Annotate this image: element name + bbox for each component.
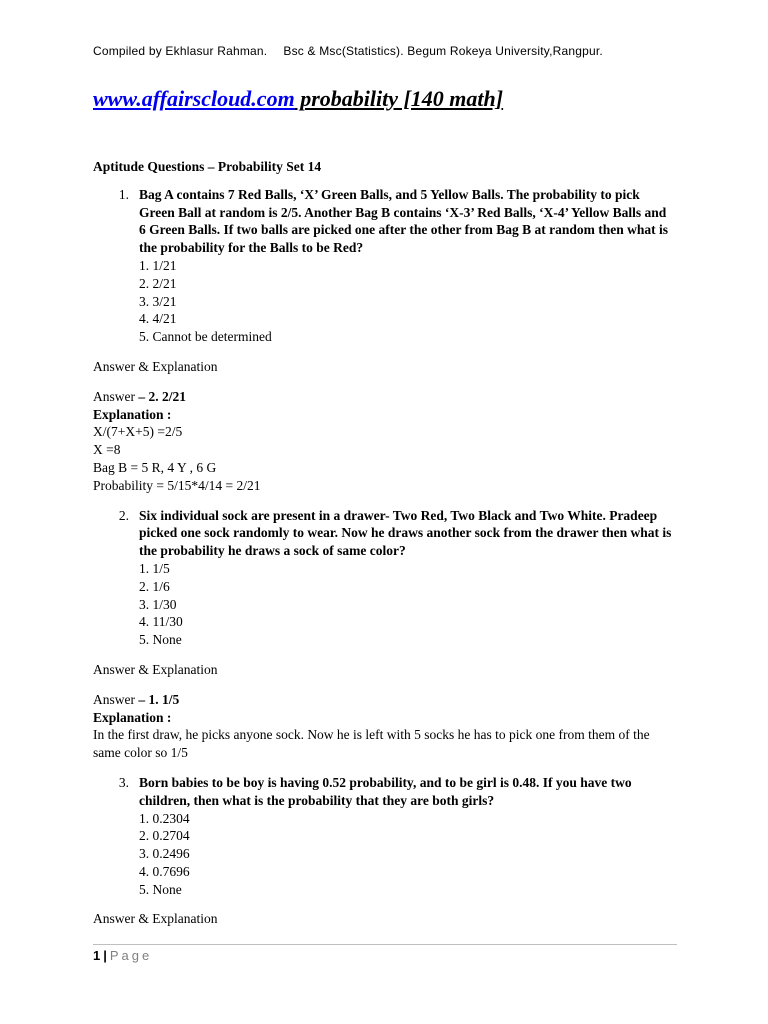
explanation-label: Explanation : bbox=[93, 406, 172, 422]
explanation-label: Explanation : bbox=[93, 709, 172, 725]
option: 4. 11/30 bbox=[139, 614, 183, 630]
option: 2. 2/21 bbox=[139, 275, 177, 291]
question-text: Six individual sock are present in a drawer- Two Red, Two Black and Two White. Pradeep picked one sock randomly to wear. Now he draws another sock from the drawer then what is the probability he draws a sock of same color? bbox=[139, 507, 672, 559]
header-credentials: Bsc & Msc(Statistics). Begum Rokeya University,Rangpur. bbox=[283, 44, 603, 58]
question-2 bbox=[93, 507, 673, 649]
option: 5. None bbox=[139, 632, 182, 648]
answer-prefix: Answer bbox=[93, 691, 139, 707]
main-content bbox=[93, 158, 673, 940]
option: 3. 3/21 bbox=[139, 293, 177, 309]
explanation-line: X =8 bbox=[93, 442, 121, 458]
footer-divider bbox=[93, 944, 677, 945]
answer-explanation-toggle[interactable]: Answer & Explanation bbox=[93, 358, 218, 374]
explanation-line: Probability = 5/15*4/14 = 2/21 bbox=[93, 477, 261, 493]
option: 2. 0.2704 bbox=[139, 828, 190, 844]
site-link[interactable]: www.affairscloud.com bbox=[93, 86, 295, 111]
question-number: 2. bbox=[118, 507, 129, 523]
answer-explanation-toggle[interactable]: Answer & Explanation bbox=[93, 661, 218, 677]
answer-explanation-toggle[interactable]: Answer & Explanation bbox=[93, 911, 218, 927]
page-header bbox=[93, 44, 603, 58]
option: 1. 1/5 bbox=[139, 560, 170, 576]
option: 4. 4/21 bbox=[139, 311, 177, 327]
title-text: probability [140 math] bbox=[294, 86, 504, 111]
question-number: 3. bbox=[118, 774, 129, 790]
option: 2. 1/6 bbox=[139, 578, 170, 594]
option: 3. 1/30 bbox=[139, 596, 177, 612]
question-1 bbox=[93, 186, 673, 346]
explanation-line: Bag B = 5 R, 4 Y , 6 G bbox=[93, 459, 217, 475]
answer-line bbox=[93, 691, 673, 709]
explanation-line: In the first draw, he picks anyone sock. Now he is left with 5 socks he has to pick one from them of the same color so 1/5 bbox=[93, 727, 650, 761]
option: 3. 0.2496 bbox=[139, 846, 190, 862]
page-label: Page bbox=[109, 948, 153, 963]
option: 1. 0.2304 bbox=[139, 810, 190, 826]
option: 4. 0.7696 bbox=[139, 863, 190, 879]
answer-value: – 1. 1/5 bbox=[138, 691, 180, 707]
set-title: Aptitude Questions – Probability Set 14 bbox=[93, 159, 322, 174]
option: 1. 1/21 bbox=[139, 257, 177, 273]
document-title bbox=[93, 86, 503, 112]
footer-separator: | bbox=[103, 948, 107, 963]
page-number: 1 bbox=[93, 948, 101, 963]
question-3 bbox=[93, 774, 673, 899]
question-number: 1. bbox=[118, 186, 129, 202]
question-text: Born babies to be boy is having 0.52 probability, and to be girl is 0.48. If you have two children, then what is the probability that they are both girls? bbox=[139, 774, 632, 808]
answer-prefix: Answer bbox=[93, 388, 139, 404]
answer-value: – 2. 2/21 bbox=[138, 388, 187, 404]
header-compiler: Compiled by Ekhlasur Rahman. bbox=[93, 44, 268, 58]
explanation-line: X/(7+X+5) =2/5 bbox=[93, 424, 183, 440]
page-footer bbox=[93, 948, 152, 963]
option: 5. Cannot be determined bbox=[139, 329, 272, 345]
answer-line bbox=[93, 388, 673, 406]
option: 5. None bbox=[139, 881, 182, 897]
question-text: Bag A contains 7 Red Balls, ‘X’ Green Balls, and 5 Yellow Balls. The probability to pick Green Ball at random is 2/5. Another Bag B contains ‘X-3’ Red Balls, ‘X-4’ Yellow Balls and 6 Green Balls. If two balls are picked one after the other from Bag B at random then what is the probability for the Balls to be Red? bbox=[139, 186, 668, 256]
